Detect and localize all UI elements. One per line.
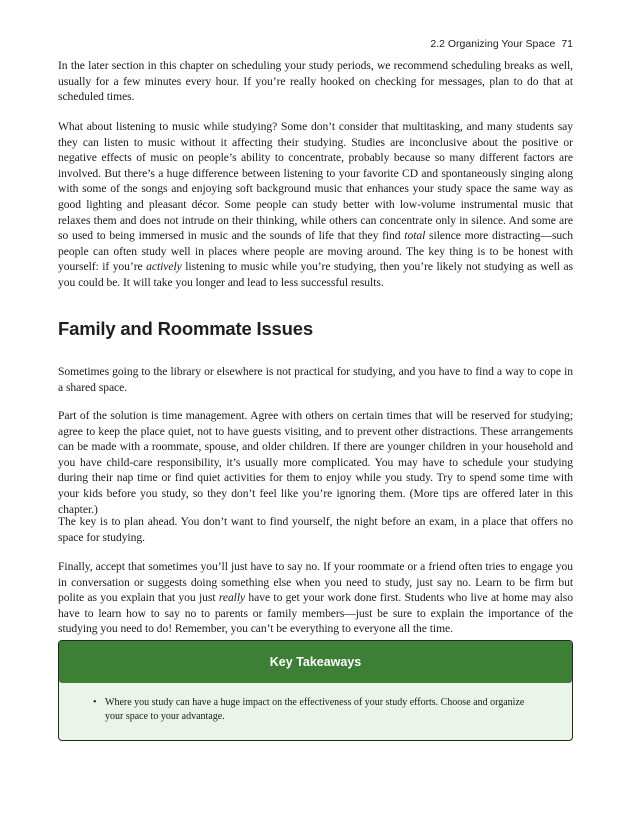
paragraph-say-no-text-1: Finally, accept that sometimes you’ll just have to say no. If your roommate or a friend often tries to engage you in conversation or suggests doing something else when you need to study, just say no. Learn to be firm but polite as you explain that you just	[58, 560, 573, 605]
key-takeaways-list	[59, 696, 572, 723]
paragraph-scheduling-breaks: In the later section in this chapter on scheduling your study periods, we recommend scheduling breaks as well, usually for a few minutes every hour. If you’re really hooked on checking for messages, plan to do that at scheduled times.	[58, 59, 573, 104]
emphasis-actively: actively	[146, 260, 182, 274]
running-header-section: 2.2 Organizing Your Space	[430, 38, 556, 50]
paragraph-plan-ahead: The key is to plan ahead. You don’t want to find yourself, the night before an exam, in a place that offers no space for studying.	[58, 515, 573, 544]
key-takeaways-box	[58, 640, 573, 741]
running-header	[430, 38, 573, 50]
key-takeaways-title: Key Takeaways	[59, 641, 572, 683]
page-number: 71	[561, 38, 573, 50]
paragraph-shared-space: Sometimes going to the library or elsewhere is not practical for studying, and you have to find a way to cope in a shared space.	[58, 365, 573, 394]
key-takeaways-item-text: Where you study can have a huge impact on the effectiveness of your study efforts. Choose and organize your space to your advantage.	[105, 697, 525, 722]
paragraph-say-no-text-2: have to get your work done first. Students who live at home may also have to learn how to say no to parents or family members—just be sure to explain the importance of the studying you need to do! Remember, you can’t be everything to everyone all the time.	[58, 591, 573, 636]
paragraph-music-text-3: listening to music while you’re studying, then you’re likely not studying as well as you could be. It will take you longer and lead to less successful results.	[58, 260, 573, 289]
paragraph-say-no	[58, 559, 573, 637]
key-takeaways-item	[93, 696, 537, 723]
bullet-icon: •	[93, 697, 97, 708]
section-heading: Family and Roommate Issues	[58, 318, 313, 339]
paragraph-time-management: Part of the solution is time management. Agree with others on certain times that will be reserved for studying; agree to keep the place quiet, not to have guests visiting, and to prevent other distractions. These arrangements can be made with a roommate, spouse, and older children. If there are younger children in your household and you have child-care responsibility, it’s usually more complicated. You may have to schedule your studying during their nap time or find quiet activities for them to enjoy while you study. Try to spend some time with your kids before you study, so they don’t feel like you’re ignoring them. (More tips are offered later in this chapter.)	[58, 409, 573, 516]
paragraph-music	[58, 119, 573, 291]
emphasis-really: really	[218, 591, 246, 605]
paragraph-music-text-2: silence more distracting—such people can often study well in places where people are moving around. The key thing is to be honest with yourself: if you’re	[58, 229, 573, 274]
paragraph-music-text-1: What about listening to music while studying? Some don’t consider that multitasking, and many students say they can listen to music without it affecting their studying. Studies are inconclusive about the positive or negative effects of music on people’s ability to concentrate, probably because so many different factors are involved. But there’s a huge difference between listening to your favorite CD and spontaneously singing along with some of the songs and enjoying soft background music that enhances your study space the same way as good lighting and pleasant décor. Some people can study better with low-volume instrumental music that relaxes them and does not intrude on their thinking, while others can concentrate only in silence. And some are so used to being immersed in music and the sounds of life that they find	[58, 120, 573, 243]
emphasis-total: total	[404, 229, 426, 243]
